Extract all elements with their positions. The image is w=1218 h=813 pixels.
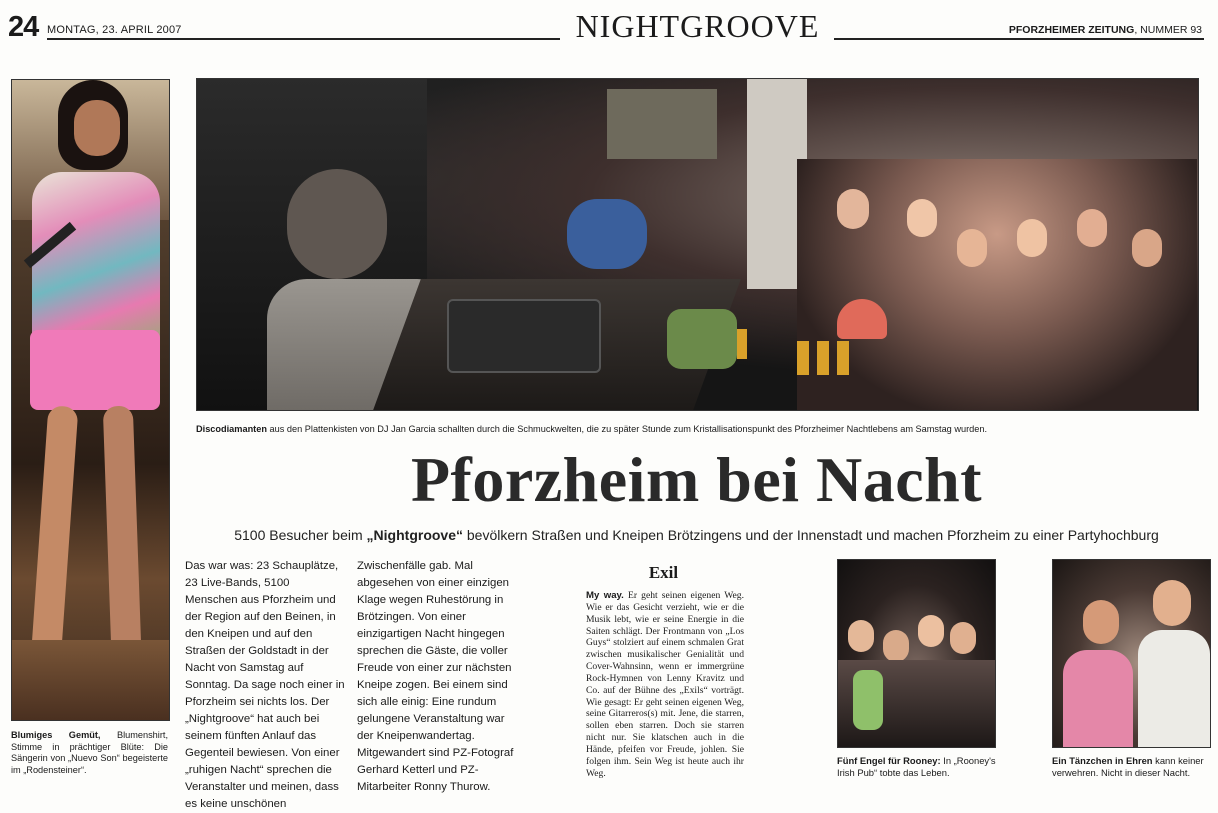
dance-caption-lead: Ein Tänzchen in Ehren: [1052, 755, 1153, 766]
singer-caption-text: Blumenshirt, Stimme in prächtiger Blüte: Die Sängerin von „Nuevo Son“ begeisterte im „Rodensteiner“.: [11, 730, 168, 775]
rooney-caption-text: In „Rooney's Irish Pub“ tobte das Leben.: [837, 755, 996, 778]
article-text-2: Zwischenfälle gab. Mal abgesehen von einer einzigen Klage wegen Ruhestörung in Brötzingen. Von einer einzigartigen Nacht hingegen sprechen die Gäste, die voller Freude von einer zur nächsten Kneipe zogen. Bei einem sind sich alle einig: Eine rundum gelungene Veranstaltung war der Kneipenwandertag. Mitgewandert sind PZ-Fotograf Gerhard Ketterl und PZ-Mitarbeiter Ronny Thurow.: [357, 560, 514, 793]
main-caption-lead: Discodiamanten: [196, 424, 267, 434]
issue-date: MONTAG, 23. APRIL 2007: [47, 24, 182, 36]
sidebar-title: Exil: [648, 563, 679, 582]
dj-crowd-photo: [196, 78, 1199, 411]
rooney-caption-lead: Fünf Engel für Rooney:: [837, 755, 941, 766]
subheadline: [196, 527, 1197, 543]
subheadline-post: bevölkern Straßen und Kneipen Brötzingens und der Innenstadt und machen Pforzheim zu einer Partyhochburg: [466, 527, 1159, 543]
rooney-caption: [837, 755, 997, 779]
dancing-couple-photo: [1052, 559, 1211, 748]
issue-number: NUMMER 93: [1140, 24, 1202, 36]
article-column-2: [357, 558, 517, 796]
sidebar-story: [586, 590, 744, 780]
singer-caption-lead: Blumiges Gemüt,: [11, 730, 101, 740]
headline: Pforzheim bei Nacht: [410, 444, 983, 515]
dance-caption-text: kann keiner verwehren. Nicht in dieser Nacht.: [1052, 755, 1204, 778]
sidebar-lead: My way.: [586, 590, 624, 601]
singer-photo: [11, 79, 170, 721]
rooney-pub-photo: [837, 559, 996, 748]
article-text-1: Das war was: 23 Schauplätze, 23 Live-Bands, 5100 Menschen aus Pforzheim und der Region auf den Beinen, in den Kneipen und auf den Straßen der Goldstadt in der Nacht von Samstag auf Sonntag. Da sage noch einer in Pforzheim sei nichts los. Der „Nightgroove“ hat auch bei seinem fünften Anlauf das Gegenteil bewiesen. Von einer „ruhigen Nacht“ sprechen die Veranstalter und meinen, dass es keine unschönen: [185, 560, 345, 810]
subheadline-pre: 5100 Besucher beim: [234, 527, 363, 543]
main-photo-caption: [196, 424, 987, 434]
singer-caption: [11, 730, 168, 776]
newspaper-name: PFORZHEIMER ZEITUNG: [1008, 24, 1135, 36]
sidebar-text: Er geht seinen eigenen Weg. Wie er das Gesicht verzieht, wie er die Musik lebt, wie er seine Energie in die Saiten schlägt. Der Frontmann von „Los Guys“ stolziert auf einem schmalen Grat zwischen musikalischer Genialität und Cover-Wahnsinn, wenn er immergrüne Rock-Hymnen von Lenny Kravitz und Co. auf der Bühne des „Exils“ vorträgt. Wie gesagt: Er geht seinen eigenen Weg, seine Gitarreros(s) mit. Jene, die starren, sollen eben starren. Doch sie starren nicht nur. Sie klatschen auch in die Hände, pfeifen vor Freude, johlen. Sie folgen ihm. Sein Weg ist heute auch ihr Weg.: [586, 590, 744, 779]
subheadline-brand: „Nightgroove“: [366, 527, 463, 543]
section-title: NIGHTGROOVE: [575, 8, 820, 44]
page-number: 24: [8, 11, 39, 43]
masthead: PFORZHEIMER ZEITUNG, NUMMER 93: [1008, 24, 1202, 36]
dance-caption: [1052, 755, 1212, 779]
main-caption-text: aus den Plattenkisten von DJ Jan Garcia schallten durch die Schmuckwelten, die zu später Stunde zum Kristallisationspunkt des Pforzheimer Nachtlebens am Samstag wurden.: [269, 424, 988, 434]
header-rule-right: [834, 38, 1204, 40]
header-rule-left: [47, 38, 560, 40]
article-column-1: [185, 558, 345, 813]
